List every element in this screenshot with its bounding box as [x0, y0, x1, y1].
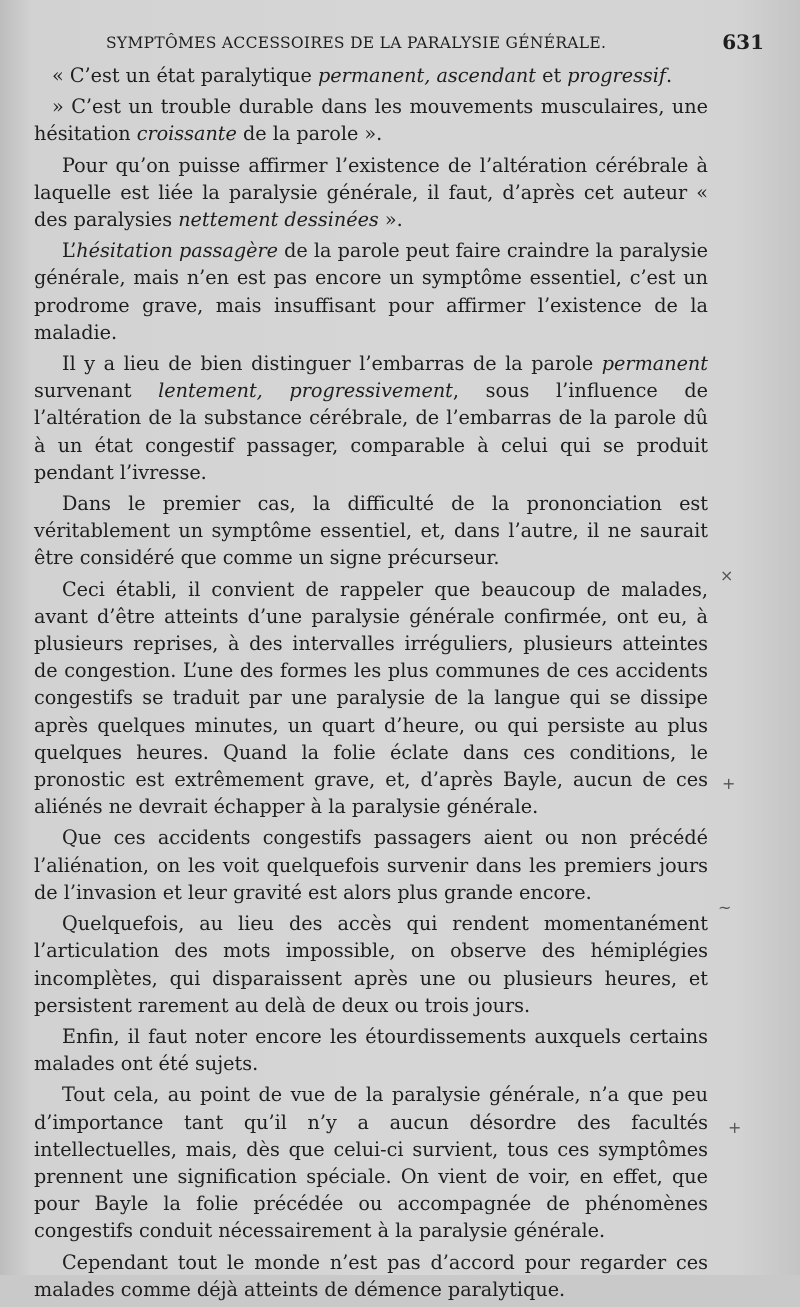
text-run: » C’est un trouble durable dans les mouvements musculaires, une hésitation	[34, 95, 708, 146]
italic-run: nettement dessinées	[178, 208, 379, 232]
paragraph	[34, 62, 708, 89]
text-run: Ceci établi, il convient de rappeler que beaucoup de malades, avant d’être atteints d’une paralysie générale confirmée, ont eu, à plusieurs reprises, à des intervalles irréguliers, plusieurs atteintes de congestion. L’une des formes les plus communes de ces accidents congestifs se traduit par une paralysie de la langue qui se dissipe après quelques minutes, un quart d’heure, ou qui persiste au plus quelques heures. Quand la folie éclate dans ces conditions, le pronostic est extrêmement grave, et, d’après Bayle, aucun de ces aliénés ne devrait échapper à la paralysie générale.	[34, 577, 708, 819]
text-run: « C’est un état paralytique	[52, 64, 319, 87]
paragraph	[34, 1081, 708, 1244]
body-text	[34, 62, 708, 1307]
text-run: et	[535, 64, 568, 87]
text-run: L’	[62, 239, 77, 263]
italic-run: croissante	[136, 122, 237, 146]
text-run: Pour qu’on puisse affirmer l’existence de l’altération cérébrale à laquelle est liée la paralysie générale, il faut, d’après cet auteur « des paralysies	[34, 153, 708, 232]
margin-mark: ×	[720, 566, 734, 585]
text-run: Tout cela, au point de vue de la paralysie générale, n’a que peu d’importance tant qu’il n’y a aucun désordre des facultés intellectuelles, mais, dès que celui-ci survient, tous ces symptômes prennent une signification spéciale. On vient de voir, en effet, que pour Bayle la folie précédée ou accompagnée de phénomènes congestifs conduit nécessairement à la paralysie générale.	[34, 1083, 708, 1243]
paragraph	[34, 1023, 708, 1077]
paragraph	[34, 152, 708, 234]
paragraph	[34, 576, 708, 821]
italic-run: permanent, ascendant	[318, 64, 536, 87]
running-title: SYMPTÔMES ACCESSOIRES DE LA PARALYSIE GÉNÉRALE.	[106, 34, 607, 52]
paragraph	[34, 1249, 708, 1303]
text-run: Enfin, il faut noter encore les étourdissements auxquels certains malades ont été sujets.	[34, 1024, 708, 1076]
paragraph	[34, 93, 708, 147]
text-run: Dans le premier cas, la difficulté de la prononciation est véritablement un symptôme essentiel, et, dans l’autre, il ne saurait être considéré que comme un signe précurseur.	[34, 492, 708, 570]
margin-mark: +	[728, 1118, 742, 1137]
paragraph	[34, 824, 708, 906]
text-run: survenant	[34, 379, 159, 403]
paragraph	[34, 910, 708, 1019]
paragraph	[34, 490, 708, 572]
italic-run: hésitation passagère	[76, 239, 279, 263]
text-run: de la parole ».	[236, 122, 383, 146]
italic-run: progressif	[567, 64, 666, 87]
text-run: Que ces accidents congestifs passagers aient ou non précédé l’aliénation, on les voit quelquefois survenir dans les premiers jours de l’invasion et leur gravité est alors plus grande encore.	[34, 826, 708, 904]
margin-mark: ~	[718, 898, 732, 917]
margin-mark: +	[722, 774, 736, 793]
page-number: 631	[722, 30, 764, 54]
paragraph	[34, 237, 708, 346]
text-run: Il y a lieu de bien distinguer l’embarras de la parole	[62, 352, 602, 376]
page-header	[40, 30, 764, 60]
paragraph	[34, 350, 708, 486]
text-run: de la parole peut faire craindre la paralysie générale, mais n’en est pas encore un symptôme essentiel, c’est un prodrome grave, mais insuffisant pour affirmer l’existence de la maladie.	[34, 239, 708, 344]
italic-run: lentement, progressivement	[158, 379, 453, 403]
text-run: , sous l’influence de l’altération de la substance cérébrale, de l’embarras de la parole dû à un état congestif passager, comparable à celui qui se produit pendant l’ivresse.	[34, 379, 708, 484]
text-run: .	[666, 64, 673, 87]
italic-run: permanent	[601, 352, 708, 376]
text-run: Cependant tout le monde n’est pas d’accord pour regarder ces malades comme déjà atteints de démence paralytique.	[34, 1250, 708, 1301]
text-run: Quelquefois, au lieu des accès qui rendent momentanément l’articulation des mots impossible, on observe des hémiplégies incomplètes, qui disparaissent après une ou plusieurs heures, et persistent rarement au delà de deux ou trois jours.	[34, 912, 708, 1017]
text-run: ».	[378, 208, 403, 232]
